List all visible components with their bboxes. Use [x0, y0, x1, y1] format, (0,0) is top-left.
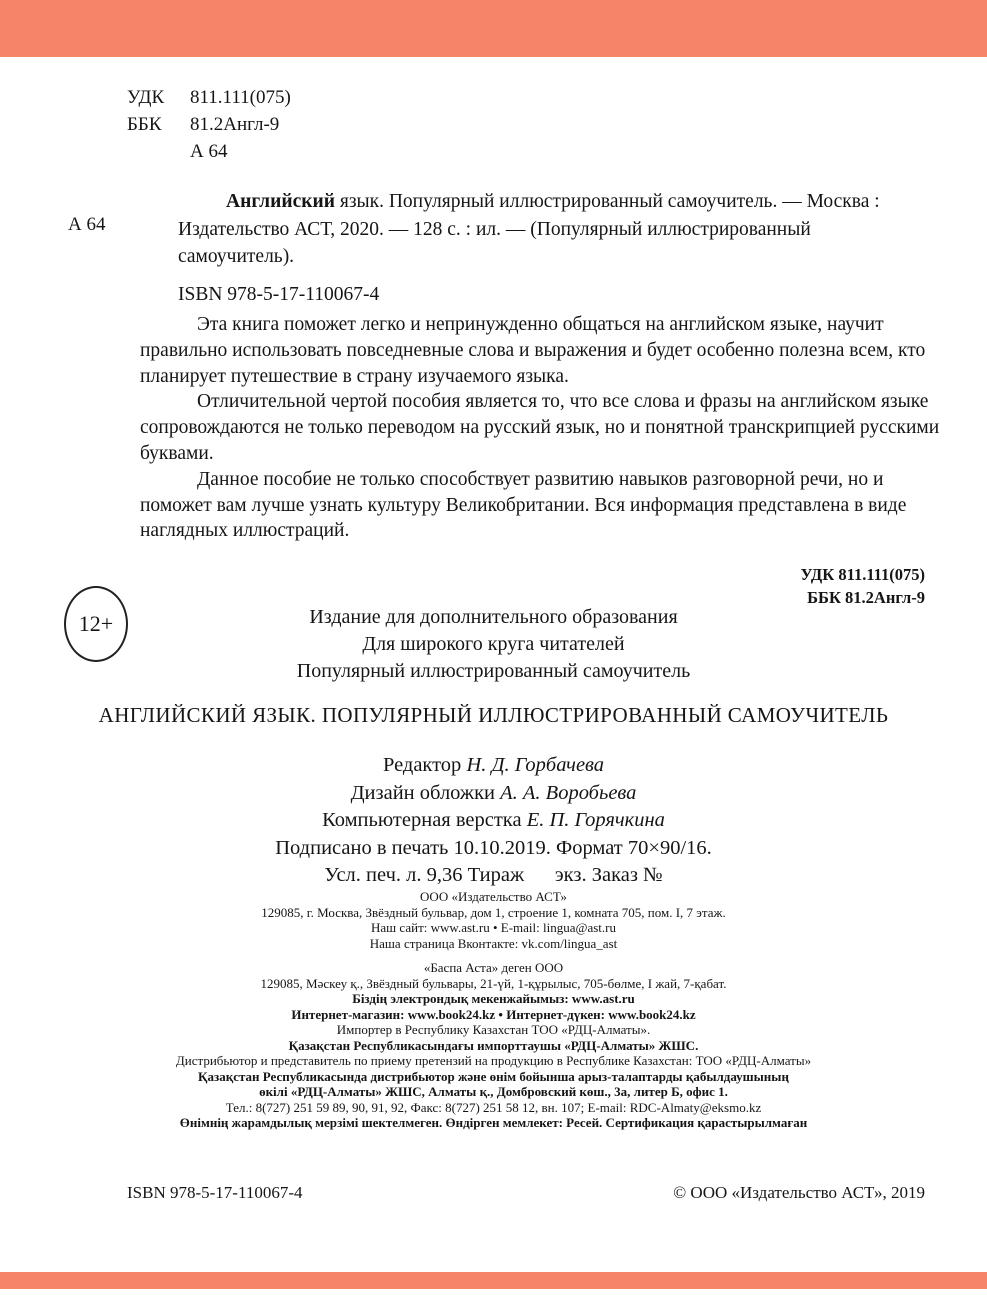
imprint-line: Тел.: 8(727) 251 59 89, 90, 91, 92, Факс: 8(727) 251 58 12, вн. 107; E-mail: RDC-Almaty@eksmo.kz [225, 1099, 762, 1115]
imprint-line: Наша страница Вконтакте: vk.com/lingua_ast [369, 935, 618, 951]
udk-right: УДК 811.111(075) [800, 565, 925, 584]
annotation-margin-code: А 64 [68, 214, 106, 235]
bbk-line [127, 111, 291, 138]
book-title: АНГЛИЙСКИЙ ЯЗЫК. ПОПУЛЯРНЫЙ ИЛЛЮСТРИРОВАННЫЙ САМОУЧИТЕЛЬ [98, 703, 889, 727]
abstract-paragraph-3: Данное пособие не только способствует развитию навыков разговорной речи, но и поможет вам лучше узнать культуру Великобритании. Вся информация представлена в виде наглядных иллюстраций. [140, 468, 907, 542]
imprint-line: Қазақстан Республикасында дистрибьютор және өнім бойынша арыз-талаптарды қабылдаушының [198, 1068, 789, 1084]
abstract-paragraph-2: Отличительной чертой пособия является то, что все слова и фразы на английском языке сопровождаются не только переводом на русский язык, но и понятной транскрипцией русскими буквами. [140, 391, 940, 464]
annotation-text [178, 188, 926, 271]
annotation-rest: язык. Популярный иллюстрированный самоучитель. — Москва : Издательство АСТ, 2020. — 128 с. : ил. — (Популярный иллюстрированный самоучитель). [178, 191, 880, 267]
author-code: А 64 [190, 141, 228, 162]
imprint-line: өкілі «РДЦ-Алматы» ЖШС, Алматы қ., Домбровский көш., 3а, литер Б, офис 1. [259, 1084, 728, 1099]
classification-codes [127, 84, 291, 165]
credits-line: Компьютерная верстка Е. П. Горячкина [322, 809, 665, 831]
imprint-line: Қазақстан Республикасындағы импорттаушы «РДЦ-Алматы» ЖШС. [288, 1037, 699, 1053]
credits-line: Дизайн обложки А. А. Воробьева [350, 781, 637, 804]
footer-isbn: ISBN 978-5-17-110067-4 [127, 1183, 303, 1202]
bibliographic-annotation [178, 188, 926, 308]
imprint-block [0, 889, 987, 1131]
imprint-line: «Баспа Аста» деген ООО [423, 960, 564, 975]
imprint-line: Импортер в Республику Казахстан ТОО «РДЦ-Алматы». [336, 1022, 651, 1037]
annotation-lead: Английский [226, 191, 335, 212]
author-code-line [127, 138, 291, 165]
isbn-line: ISBN 978-5-17-110067-4 [178, 283, 380, 305]
abstract-block [140, 312, 942, 544]
abstract-paragraph-1: Эта книга поможет легко и непринужденно общаться на английском языке, научит правильно использовать повседневные слова и выражения и будет особенно полезна всем, кто планирует путешествие в страну изучаемого языка. [140, 314, 926, 387]
edition-line: Для широкого круга читателей [362, 633, 625, 655]
imprint-line: Өнімнің жарамдылық мерзімі шектелмеген. Өндірген мемлекет: Ресей. Сертификация қарастырылмаған [179, 1115, 808, 1130]
imprint-line: Біздің электрондық мекенжайымыз: www.ast.ru [352, 991, 635, 1006]
imprint-line: ООО «Издательство АСТ» [420, 889, 567, 904]
bottom-color-bar [0, 1272, 987, 1289]
imprint-line: Наш сайт: www.ast.ru • E-mail: lingua@ast.ru [371, 920, 616, 935]
udk-line [127, 84, 291, 111]
edition-line: Популярный иллюстрированный самоучитель [296, 660, 691, 682]
credits-line: Усл. печ. л. 9,36 Тираж экз. Заказ № [324, 864, 663, 886]
imprint-line: 129085, г. Москва, Звёздный бульвар, дом 1, строение 1, комната 705, пом. I, 7 этаж. [261, 904, 726, 920]
imprint-line: Интернет-магазин: www.book24.kz • Интернет-дүкен: www.book24.kz [291, 1006, 696, 1022]
classification-codes-right [800, 563, 925, 609]
bbk-right: ББК 81.2Англ-9 [807, 588, 925, 607]
credits-line: Редактор Н. Д. Горбачева [382, 754, 605, 776]
bbk-value: 81.2Англ-9 [190, 114, 280, 135]
edition-line: Издание для дополнительного образования [309, 606, 678, 628]
udk-label: УДК [127, 87, 165, 108]
imprint-line: Дистрибьютор и представитель по приему претензий на продукцию в Республике Казахстан: ТОО «РДЦ-Алматы» [175, 1053, 812, 1068]
credits-line: Подписано в печать 10.10.2019. Формат 70×90/16. [275, 836, 712, 859]
credits-block [0, 752, 987, 890]
top-color-bar [0, 0, 987, 57]
age-rating-label: 12+ [78, 611, 114, 636]
bbk-label: ББК [127, 114, 162, 135]
udk-value: 811.111(075) [190, 87, 291, 108]
edition-lines [0, 604, 987, 685]
footer-copyright: © ООО «Издательство АСТ», 2019 [673, 1183, 925, 1202]
imprint-line: 129085, Мәскеу қ., Звёздный бульвары, 21-үй, 1-құрылыс, 705-бөлме, I жай, 7-қабат. [260, 975, 727, 991]
